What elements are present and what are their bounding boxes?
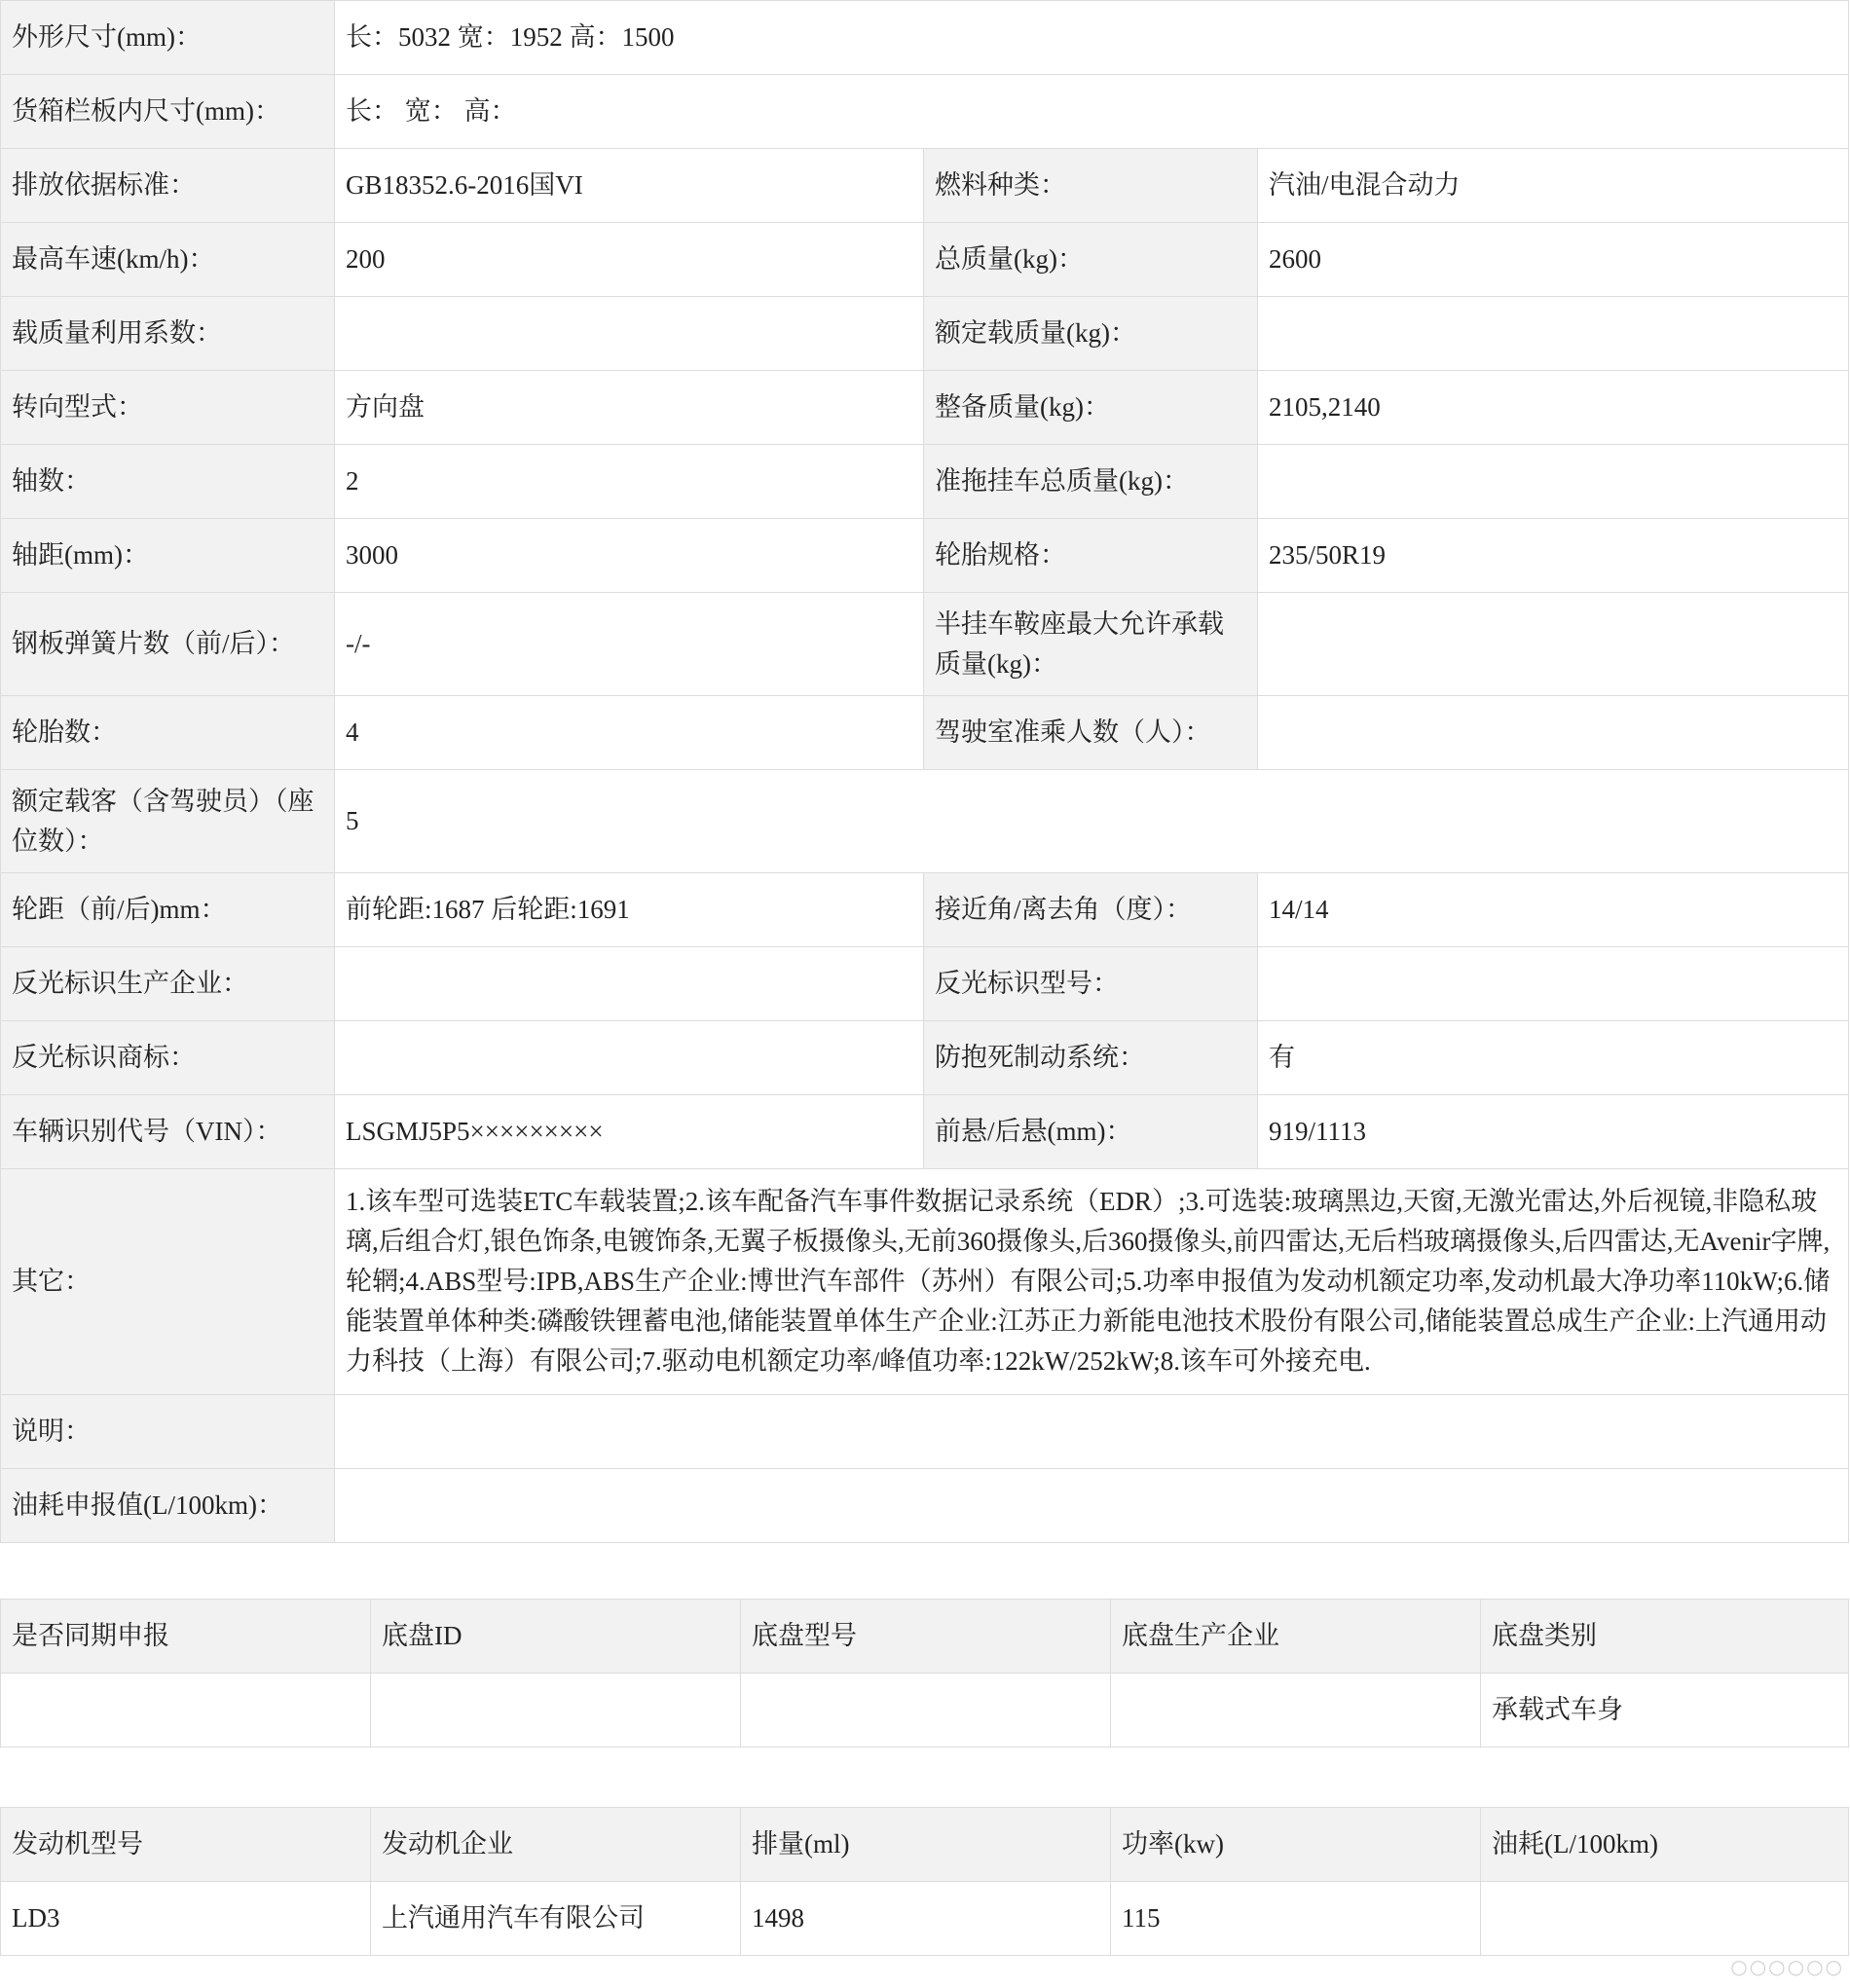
column-header: 发动机型号 bbox=[1, 1808, 371, 1882]
table-row bbox=[1, 947, 1849, 1021]
curb-mass-value: 2105,2140 bbox=[1258, 371, 1849, 445]
reflector-model-value bbox=[1258, 947, 1849, 1021]
note-label: 说明： bbox=[1, 1395, 335, 1469]
engine-table bbox=[0, 1807, 1849, 1956]
table-row bbox=[1, 519, 1849, 593]
cab-seats-label: 驾驶室准乘人数（人）： bbox=[924, 696, 1258, 770]
curb-mass-label: 整备质量(kg)： bbox=[924, 371, 1258, 445]
fuel-type-label: 燃料种类： bbox=[924, 149, 1258, 223]
table-cell: 1498 bbox=[741, 1882, 1111, 1956]
table-header-row bbox=[1, 1808, 1849, 1882]
fuel-consumption-value bbox=[335, 1469, 1849, 1543]
reflector-maker-value bbox=[335, 947, 924, 1021]
overhang-value: 919/1113 bbox=[1258, 1095, 1849, 1169]
table-row bbox=[1, 770, 1849, 873]
reflector-maker-label: 反光标识生产企业： bbox=[1, 947, 335, 1021]
other-label: 其它： bbox=[1, 1169, 335, 1395]
track-width-label: 轮距（前/后)mm： bbox=[1, 873, 335, 947]
spring-leaves-label: 钢板弹簧片数（前/后）： bbox=[1, 593, 335, 696]
passengers-value: 5 bbox=[335, 770, 1849, 873]
tire-count-value: 4 bbox=[335, 696, 924, 770]
dimensions-value: 长：5032 宽：1952 高：1500 bbox=[335, 1, 1849, 75]
table-row bbox=[1, 75, 1849, 149]
table-row bbox=[1, 1095, 1849, 1169]
cargo-size-label: 货箱栏板内尺寸(mm)： bbox=[1, 75, 335, 149]
reflector-model-label: 反光标识型号： bbox=[924, 947, 1258, 1021]
rated-load-value bbox=[1258, 297, 1849, 371]
table-cell bbox=[371, 1674, 741, 1748]
table-row bbox=[1, 149, 1849, 223]
table-cell bbox=[741, 1674, 1111, 1748]
max-speed-label: 最高车速(km/h)： bbox=[1, 223, 335, 297]
column-header: 功率(kw) bbox=[1111, 1808, 1481, 1882]
abs-label: 防抱死制动系统： bbox=[924, 1021, 1258, 1095]
table-row bbox=[1, 223, 1849, 297]
table-row bbox=[1, 696, 1849, 770]
fuel-type-value: 汽油/电混合动力 bbox=[1258, 149, 1849, 223]
table-row bbox=[1, 1021, 1849, 1095]
cab-seats-value bbox=[1258, 696, 1849, 770]
total-mass-label: 总质量(kg)： bbox=[924, 223, 1258, 297]
table-row bbox=[1, 1, 1849, 75]
emission-standard-label: 排放依据标准： bbox=[1, 149, 335, 223]
total-mass-value: 2600 bbox=[1258, 223, 1849, 297]
column-header: 底盘型号 bbox=[741, 1600, 1111, 1674]
table-row bbox=[1, 297, 1849, 371]
table-cell: 承载式车身 bbox=[1481, 1674, 1849, 1748]
note-value bbox=[335, 1395, 1849, 1469]
table-row bbox=[1, 1674, 1849, 1748]
rated-load-label: 额定载质量(kg)： bbox=[924, 297, 1258, 371]
table-row bbox=[1, 445, 1849, 519]
table-header-row bbox=[1, 1600, 1849, 1674]
reflector-brand-value bbox=[335, 1021, 924, 1095]
column-header: 发动机企业 bbox=[371, 1808, 741, 1882]
spring-leaves-value: -/- bbox=[335, 593, 924, 696]
table-row bbox=[1, 873, 1849, 947]
emission-standard-value: GB18352.6-2016国VI bbox=[335, 149, 924, 223]
wheelbase-label: 轴距(mm)： bbox=[1, 519, 335, 593]
column-header: 是否同期申报 bbox=[1, 1600, 371, 1674]
tire-count-label: 轮胎数： bbox=[1, 696, 335, 770]
axles-label: 轴数： bbox=[1, 445, 335, 519]
steering-value: 方向盘 bbox=[335, 371, 924, 445]
abs-value: 有 bbox=[1258, 1021, 1849, 1095]
column-header: 底盘生产企业 bbox=[1111, 1600, 1481, 1674]
watermark-mark: ○○○○○○ bbox=[1730, 1955, 1844, 1978]
table-cell bbox=[1481, 1882, 1849, 1956]
table-row bbox=[1, 1469, 1849, 1543]
tire-spec-value: 235/50R19 bbox=[1258, 519, 1849, 593]
approach-departure-angle-label: 接近角/离去角（度）： bbox=[924, 873, 1258, 947]
tire-spec-label: 轮胎规格： bbox=[924, 519, 1258, 593]
reflector-brand-label: 反光标识商标： bbox=[1, 1021, 335, 1095]
trailer-mass-value bbox=[1258, 445, 1849, 519]
column-header: 底盘ID bbox=[371, 1600, 741, 1674]
table-cell: 115 bbox=[1111, 1882, 1481, 1956]
max-speed-value: 200 bbox=[335, 223, 924, 297]
track-width-value: 前轮距:1687 后轮距:1691 bbox=[335, 873, 924, 947]
dimensions-label: 外形尺寸(mm)： bbox=[1, 1, 335, 75]
table-row bbox=[1, 1395, 1849, 1469]
table-cell: 上汽通用汽车有限公司 bbox=[371, 1882, 741, 1956]
load-coefficient-label: 载质量利用系数： bbox=[1, 297, 335, 371]
vin-label: 车辆识别代号（VIN）： bbox=[1, 1095, 335, 1169]
table-row bbox=[1, 593, 1849, 696]
overhang-label: 前悬/后悬(mm)： bbox=[924, 1095, 1258, 1169]
vin-value: LSGMJ5P5××××××××× bbox=[335, 1095, 924, 1169]
table-cell: LD3 bbox=[1, 1882, 371, 1956]
table-row bbox=[1, 1882, 1849, 1956]
table-row bbox=[1, 371, 1849, 445]
column-header: 油耗(L/100km) bbox=[1481, 1808, 1849, 1882]
saddle-load-value bbox=[1258, 593, 1849, 696]
chassis-table bbox=[0, 1599, 1849, 1748]
fuel-consumption-label: 油耗申报值(L/100km)： bbox=[1, 1469, 335, 1543]
saddle-load-label: 半挂车鞍座最大允许承载质量(kg)： bbox=[924, 593, 1258, 696]
column-header: 排量(ml) bbox=[741, 1808, 1111, 1882]
table-cell bbox=[1111, 1674, 1481, 1748]
other-value: 1.该车型可选装ETC车载装置;2.该车配备汽车事件数据记录系统（EDR）;3.可选装:玻璃黑边,天窗,无激光雷达,外后视镜,非隐私玻璃,后组合灯,银色饰条,电镀饰条,无翼子板摄像头,无前360摄像头,后360摄像头,前四雷达,无后档玻璃摄像头,后四雷达,无Avenir字牌,轮辋;4.ABS型号:IPB,ABS生产企业:博世汽车部件（苏州）有限公司;5.功率申报值为发动机额定功率,发动机最大净功率110kW;6.储能装置单体种类:磷酸铁锂蓄电池,储能装置单体生产企业:江苏正力新能电池技术股份有限公司,储能装置总成生产企业:上汽通用动力科技（上海）有限公司;7.驱动电机额定功率/峰值功率:122kW/252kW;8.该车可外接充电. bbox=[335, 1169, 1849, 1395]
axles-value: 2 bbox=[335, 445, 924, 519]
trailer-mass-label: 准拖挂车总质量(kg)： bbox=[924, 445, 1258, 519]
load-coefficient-value bbox=[335, 297, 924, 371]
cargo-size-value: 长： 宽： 高： bbox=[335, 75, 1849, 149]
passengers-label: 额定载客（含驾驶员）（座位数）： bbox=[1, 770, 335, 873]
approach-departure-angle-value: 14/14 bbox=[1258, 873, 1849, 947]
wheelbase-value: 3000 bbox=[335, 519, 924, 593]
table-cell bbox=[1, 1674, 371, 1748]
column-header: 底盘类别 bbox=[1481, 1600, 1849, 1674]
steering-label: 转向型式： bbox=[1, 371, 335, 445]
table-row bbox=[1, 1169, 1849, 1395]
